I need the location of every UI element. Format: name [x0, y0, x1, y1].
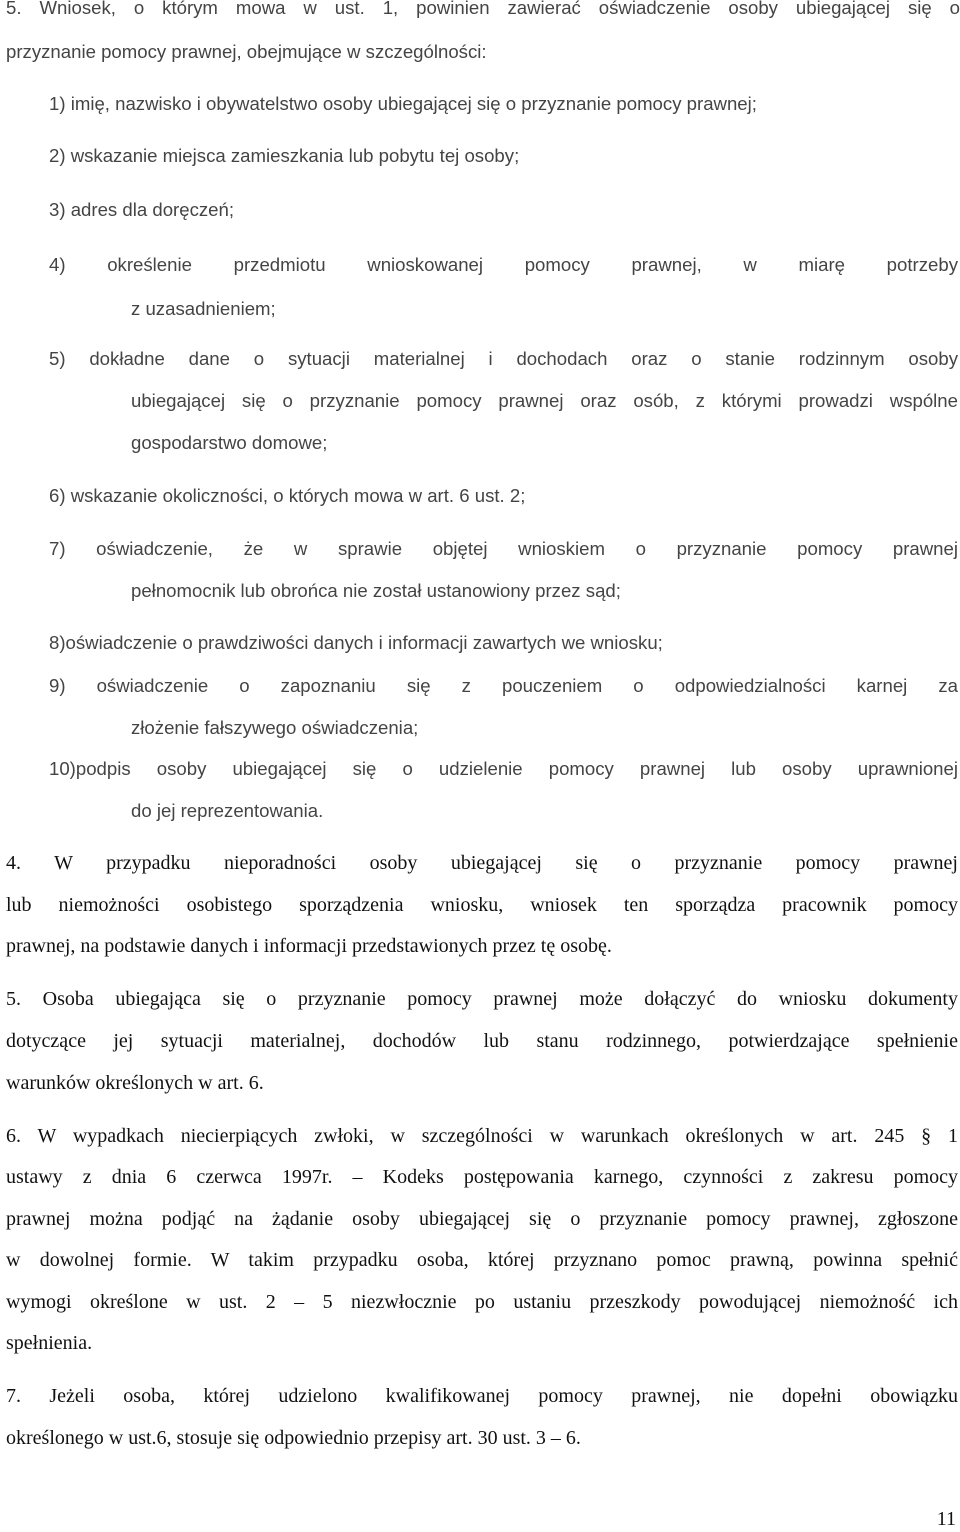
list-item-continuation: do jej reprezentowania.	[131, 800, 324, 821]
list-item: 2) wskazanie miejsca zamieszkania lub pobytu tej osoby;	[49, 145, 520, 166]
list-item: 4) określenie przedmiotu wnioskowanej pomocy prawnej, w miarę potrzeby	[49, 254, 958, 275]
paragraph-line: dotyczące jej sytuacji materialnej, dochodów lub stanu rodzinnego, potwierdzające spełnienie	[6, 1030, 958, 1052]
paragraph-line: warunków określonych w art. 6.	[6, 1072, 264, 1094]
paragraph-line: 7. Jeżeli osoba, której udzielono kwalifikowanej pomocy prawnej, nie dopełni obowiązku	[6, 1385, 958, 1407]
paragraph-line: prawnej można podjąć na żądanie osoby ubiegającej się o przyznanie pomocy prawnej, zgłoszone	[6, 1208, 958, 1230]
list-item: 10)podpis osoby ubiegającej się o udzielenie pomocy prawnej lub osoby uprawnionej	[49, 758, 958, 779]
list-item: 8)oświadczenie o prawdziwości danych i informacji zawartych we wniosku;	[49, 632, 663, 653]
list-item-continuation: gospodarstwo domowe;	[131, 432, 328, 453]
list-item-continuation: z uzasadnieniem;	[131, 298, 276, 319]
list-item: 5) dokładne dane o sytuacji materialnej i dochodach oraz o stanie rodzinnym osoby	[49, 348, 958, 369]
paragraph-line: spełnienia.	[6, 1332, 93, 1354]
list-item: 7) oświadczenie, że w sprawie objętej wnioskiem o przyznanie pomocy prawnej	[49, 538, 958, 559]
list-item: 3) adres dla doręczeń;	[49, 199, 235, 220]
paragraph-line: 4. W przypadku nieporadności osoby ubiegającej się o przyznanie pomocy prawnej	[6, 852, 958, 874]
list-item: 6) wskazanie okoliczności, o których mowa w art. 6 ust. 2;	[49, 485, 526, 506]
list-item: 9) oświadczenie o zapoznaniu się z pouczeniem o odpowiedzialności karnej za	[49, 675, 958, 696]
paragraph-line: w dowolnej formie. W takim przypadku osoba, której przyznano pomoc prawną, powinna spełnić	[6, 1249, 958, 1271]
paragraph-line: prawnej, na podstawie danych i informacji przedstawionych przez tę osobę.	[6, 935, 612, 957]
paragraph-line: określonego w ust.6, stosuje się odpowiednio przepisy art. 30 ust. 3 – 6.	[6, 1427, 581, 1449]
list-item-continuation: pełnomocnik lub obrońca nie został ustanowiony przez sąd;	[131, 580, 621, 601]
paragraph-line: przyznanie pomocy prawnej, obejmujące w szczególności:	[6, 41, 487, 62]
paragraph-line: wymogi określone w ust. 2 – 5 niezwłocznie po ustaniu przeszkody powodującej niemożność ich	[6, 1291, 958, 1313]
list-item-continuation: złożenie fałszywego oświadczenia;	[131, 717, 419, 738]
page-number: 11	[936, 1508, 956, 1530]
paragraph-line: 5. Osoba ubiegająca się o przyznanie pomocy prawnej może dołączyć do wniosku dokumenty	[6, 988, 958, 1010]
paragraph-line: ustawy z dnia 6 czerwca 1997r. – Kodeks postępowania karnego, czynności z zakresu pomocy	[6, 1166, 958, 1188]
paragraph-line: lub niemożności osobistego sporządzenia wniosku, wniosek ten sporządza pracownik pomocy	[6, 894, 958, 916]
list-item-continuation: ubiegającej się o przyznanie pomocy prawnej oraz osób, z którymi prowadzi wspólne	[131, 390, 958, 411]
paragraph-line: 6. W wypadkach niecierpiących zwłoki, w szczególności w warunkach określonych w art. 245 § 1	[6, 1125, 958, 1147]
list-item: 1) imię, nazwisko i obywatelstwo osoby ubiegającej się o przyznanie pomocy prawnej;	[49, 93, 757, 114]
paragraph-line: 5. Wniosek, o którym mowa w ust. 1, powinien zawierać oświadczenie osoby ubiegającej się o	[6, 0, 960, 18]
